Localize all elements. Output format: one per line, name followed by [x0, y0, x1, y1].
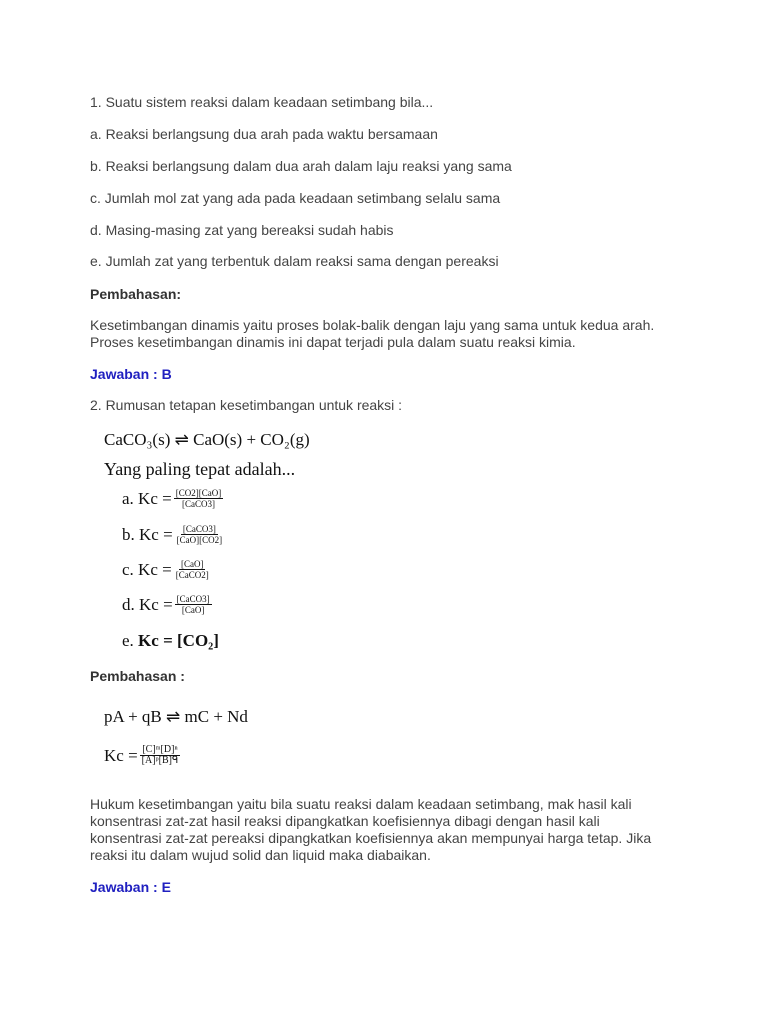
kc-label: Kc =	[104, 745, 138, 765]
fraction-denominator: [CaCO2]	[175, 570, 209, 580]
option-letter: a.	[122, 488, 134, 508]
q1-option-d: d. Masing-masing zat yang bereaksi sudah habis	[90, 222, 394, 238]
q2-option-a	[122, 488, 223, 509]
fraction-numerator: [CaCO3]	[182, 524, 216, 534]
option-letter: e.	[122, 631, 134, 650]
fraction-numerator: [CaO]	[180, 559, 204, 569]
q1-discussion-line2: Proses kesetimbangan dinamis ini dapat terjadi pula dalam suatu reaksi kimia.	[90, 334, 576, 350]
q2-prompt: Yang paling tepat adalah...	[104, 459, 296, 479]
fraction-numerator: [CO2][CaO]	[175, 488, 222, 498]
q2-reaction: CaCO₃(s) ⇌ CaO(s) + CO₂(g)	[104, 430, 310, 449]
q1-option-b: b. Reaksi berlangsung dalam dua arah dalam laju reaksi yang sama	[90, 158, 512, 174]
option-e-text: Kc = [CO₂]	[138, 631, 219, 650]
q1-option-e: e. Jumlah zat yang terbentuk dalam reaksi sama dengan pereaksi	[90, 253, 499, 269]
fraction-numerator: [CaCO3]	[176, 594, 210, 604]
fraction-denominator: [CaO][CO2]	[176, 535, 223, 545]
q1-discussion-label: Pembahasan:	[90, 286, 182, 302]
kc-label: Kc =	[139, 524, 173, 544]
q1-option-a: a. Reaksi berlangsung dua arah pada waktu bersamaan	[90, 126, 438, 142]
q2-discussion-line3: konsentrasi zat-zat pereaksi dipangkatkan koefisiennya akan mempunyai harga tetap. Jika	[90, 830, 652, 846]
option-letter: d.	[122, 594, 135, 614]
kc-fraction	[175, 594, 212, 615]
q2-general-kc	[104, 745, 180, 766]
q2-option-e	[122, 631, 219, 651]
kc-fraction	[174, 559, 211, 580]
q2-option-b	[122, 524, 224, 545]
kc-fraction	[140, 745, 181, 766]
option-letter: b.	[122, 524, 135, 544]
fraction-numerator: [C]ᵐ[D]ⁿ	[142, 744, 178, 755]
kc-label: Kc =	[139, 594, 173, 614]
kc-label: Kc =	[138, 488, 172, 508]
q2-option-d	[122, 594, 212, 615]
q2-answer: Jawaban : E	[90, 879, 171, 895]
fraction-denominator: [CaO]	[181, 605, 205, 615]
q1-discussion-line1: Kesetimbangan dinamis yaitu proses bolak-balik dengan laju yang sama untuk kedua arah.	[90, 317, 655, 333]
q2-discussion-label: Pembahasan :	[90, 668, 185, 684]
q2-discussion-line1: Hukum kesetimbangan yaitu bila suatu reaksi dalam keadaan setimbang, mak hasil kali	[90, 796, 632, 812]
q2-discussion-line2: konsentrasi zat-zat hasil reaksi dipangkatkan koefisiennya dibagi dengan hasil kali	[90, 813, 600, 829]
q1-question: 1. Suatu sistem reaksi dalam keadaan setimbang bila...	[90, 94, 434, 110]
q1-answer: Jawaban : B	[90, 366, 172, 382]
q1-option-c: c. Jumlah mol zat yang ada pada keadaan setimbang selalu sama	[90, 190, 501, 206]
option-letter: c.	[122, 559, 134, 579]
q2-general-reaction: pA + qB ⇌ mC + Nd	[104, 707, 248, 726]
kc-fraction	[175, 524, 225, 545]
fraction-denominator: [CaCO3]	[181, 499, 215, 509]
q2-discussion-line4: reaksi itu dalam wujud solid dan liquid maka diabaikan.	[90, 847, 431, 863]
kc-label: Kc =	[138, 559, 172, 579]
fraction-denominator: [A]ᵖ[B]ᑫ	[141, 755, 179, 766]
kc-fraction	[174, 488, 224, 509]
q2-option-c	[122, 559, 211, 580]
q2-question: 2. Rumusan tetapan kesetimbangan untuk reaksi :	[90, 397, 403, 413]
